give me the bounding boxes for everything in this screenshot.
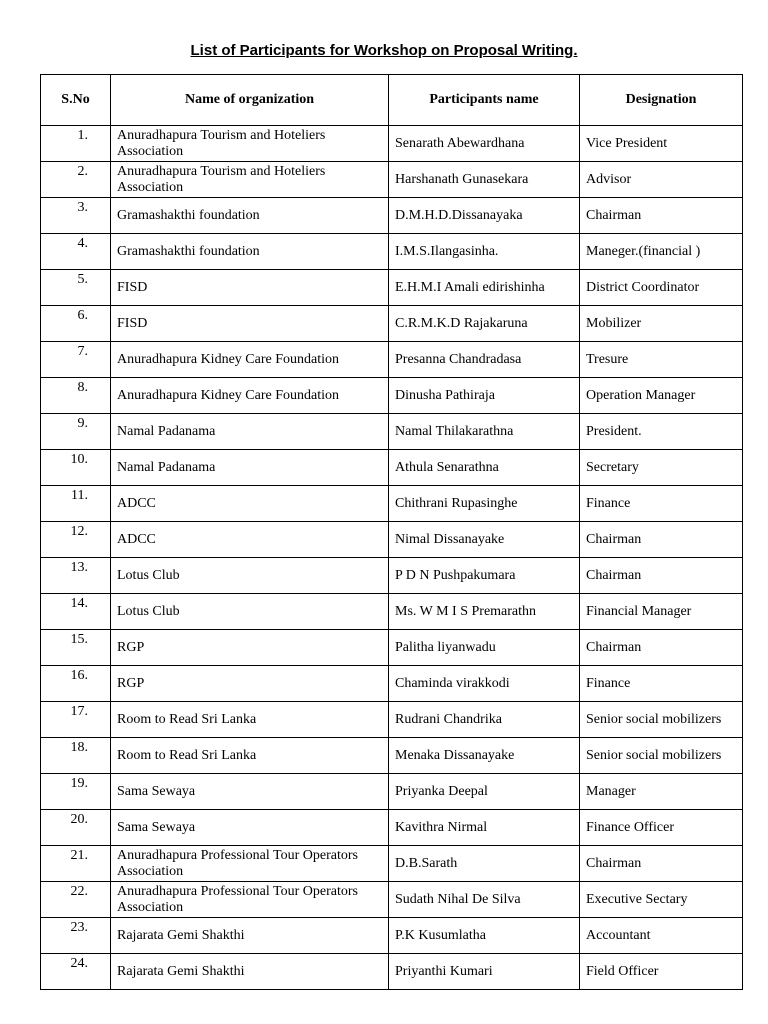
table-row	[41, 522, 743, 558]
table-header-row	[41, 75, 743, 126]
row-sno: 12.	[41, 522, 111, 558]
row-organization: Lotus Club	[111, 558, 389, 594]
table-row	[41, 594, 743, 630]
row-organization: Gramashakthi foundation	[111, 234, 389, 270]
table-row	[41, 702, 743, 738]
table-row	[41, 414, 743, 450]
row-participant: Nimal Dissanayake	[389, 522, 580, 558]
row-organization: RGP	[111, 666, 389, 702]
row-sno: 22.	[41, 882, 111, 918]
row-designation: Maneger.(financial )	[580, 234, 743, 270]
table-row	[41, 846, 743, 882]
row-organization: Sama Sewaya	[111, 774, 389, 810]
row-designation: Manager	[580, 774, 743, 810]
table-row	[41, 270, 743, 306]
row-participant: C.R.M.K.D Rajakaruna	[389, 306, 580, 342]
row-designation: Finance	[580, 666, 743, 702]
row-organization: Room to Read Sri Lanka	[111, 702, 389, 738]
row-participant: P D N Pushpakumara	[389, 558, 580, 594]
row-designation: Vice President	[580, 126, 743, 162]
table-row	[41, 306, 743, 342]
row-designation: Senior social mobilizers	[580, 702, 743, 738]
row-participant: Dinusha Pathiraja	[389, 378, 580, 414]
row-organization: Rajarata Gemi Shakthi	[111, 918, 389, 954]
row-organization: Anuradhapura Tourism and Hoteliers Association	[111, 126, 389, 162]
row-sno: 20.	[41, 810, 111, 846]
table-row	[41, 738, 743, 774]
row-designation: Chairman	[580, 198, 743, 234]
participants-table	[40, 74, 743, 990]
row-designation: Chairman	[580, 558, 743, 594]
table-row	[41, 450, 743, 486]
row-sno: 14.	[41, 594, 111, 630]
row-participant: Harshanath Gunasekara	[389, 162, 580, 198]
row-designation: Operation Manager	[580, 378, 743, 414]
row-participant: Chaminda virakkodi	[389, 666, 580, 702]
row-organization: RGP	[111, 630, 389, 666]
row-organization: Anuradhapura Professional Tour Operators Association	[111, 882, 389, 918]
row-sno: 16.	[41, 666, 111, 702]
row-participant: Sudath Nihal De Silva	[389, 882, 580, 918]
table-row	[41, 126, 743, 162]
row-designation: Chairman	[580, 846, 743, 882]
row-designation: Senior social mobilizers	[580, 738, 743, 774]
row-sno: 13.	[41, 558, 111, 594]
row-sno: 17.	[41, 702, 111, 738]
row-participant: Kavithra Nirmal	[389, 810, 580, 846]
row-participant: I.M.S.Ilangasinha.	[389, 234, 580, 270]
row-sno: 2.	[41, 162, 111, 198]
table-row	[41, 486, 743, 522]
row-organization: Anuradhapura Kidney Care Foundation	[111, 378, 389, 414]
row-sno: 15.	[41, 630, 111, 666]
row-designation: President.	[580, 414, 743, 450]
row-participant: Priyanthi Kumari	[389, 954, 580, 990]
row-designation: Finance Officer	[580, 810, 743, 846]
row-designation: Executive Sectary	[580, 882, 743, 918]
table-row	[41, 234, 743, 270]
row-organization: Gramashakthi foundation	[111, 198, 389, 234]
row-sno: 7.	[41, 342, 111, 378]
row-participant: D.M.H.D.Dissanayaka	[389, 198, 580, 234]
row-organization: Namal Padanama	[111, 450, 389, 486]
table-row	[41, 630, 743, 666]
row-designation: Chairman	[580, 522, 743, 558]
row-organization: Anuradhapura Professional Tour Operators Association	[111, 846, 389, 882]
table-row	[41, 882, 743, 918]
row-participant: Senarath Abewardhana	[389, 126, 580, 162]
table-row	[41, 162, 743, 198]
row-participant: Athula Senarathna	[389, 450, 580, 486]
header-sno: S.No	[41, 75, 111, 126]
row-participant: Chithrani Rupasinghe	[389, 486, 580, 522]
row-participant: D.B.Sarath	[389, 846, 580, 882]
row-designation: Tresure	[580, 342, 743, 378]
row-organization: Lotus Club	[111, 594, 389, 630]
row-sno: 4.	[41, 234, 111, 270]
row-organization: Anuradhapura Tourism and Hoteliers Association	[111, 162, 389, 198]
table-row	[41, 378, 743, 414]
row-organization: ADCC	[111, 486, 389, 522]
header-organization: Name of organization	[111, 75, 389, 126]
row-organization: ADCC	[111, 522, 389, 558]
row-designation: Advisor	[580, 162, 743, 198]
row-sno: 19.	[41, 774, 111, 810]
row-participant: P.K Kusumlatha	[389, 918, 580, 954]
row-participant: Rudrani Chandrika	[389, 702, 580, 738]
row-sno: 3.	[41, 198, 111, 234]
row-organization: Anuradhapura Kidney Care Foundation	[111, 342, 389, 378]
table-row	[41, 774, 743, 810]
row-sno: 1.	[41, 126, 111, 162]
row-sno: 18.	[41, 738, 111, 774]
row-sno: 24.	[41, 954, 111, 990]
row-organization: Sama Sewaya	[111, 810, 389, 846]
row-designation: Secretary	[580, 450, 743, 486]
row-designation: Field Officer	[580, 954, 743, 990]
document-title: List of Participants for Workshop on Proposal Writing.	[190, 42, 578, 59]
row-designation: Financial Manager	[580, 594, 743, 630]
table-row	[41, 954, 743, 990]
table-row	[41, 198, 743, 234]
row-organization: Room to Read Sri Lanka	[111, 738, 389, 774]
row-participant: Priyanka Deepal	[389, 774, 580, 810]
row-sno: 9.	[41, 414, 111, 450]
row-sno: 21.	[41, 846, 111, 882]
row-participant: Ms. W M I S Premarathn	[389, 594, 580, 630]
row-participant: Palitha liyanwadu	[389, 630, 580, 666]
header-designation: Designation	[580, 75, 743, 126]
row-organization: Rajarata Gemi Shakthi	[111, 954, 389, 990]
table-row	[41, 918, 743, 954]
row-participant: Presanna Chandradasa	[389, 342, 580, 378]
row-designation: Chairman	[580, 630, 743, 666]
row-designation: District Coordinator	[580, 270, 743, 306]
row-participant: Menaka Dissanayake	[389, 738, 580, 774]
row-sno: 8.	[41, 378, 111, 414]
row-organization: FISD	[111, 306, 389, 342]
row-organization: FISD	[111, 270, 389, 306]
header-participant: Participants name	[389, 75, 580, 126]
table-row	[41, 666, 743, 702]
row-designation: Finance	[580, 486, 743, 522]
row-sno: 10.	[41, 450, 111, 486]
row-designation: Mobilizer	[580, 306, 743, 342]
row-organization: Namal Padanama	[111, 414, 389, 450]
table-row	[41, 810, 743, 846]
row-participant: E.H.M.I Amali edirishinha	[389, 270, 580, 306]
table-row	[41, 342, 743, 378]
row-sno: 6.	[41, 306, 111, 342]
table-row	[41, 558, 743, 594]
row-sno: 11.	[41, 486, 111, 522]
row-designation: Accountant	[580, 918, 743, 954]
row-participant: Namal Thilakarathna	[389, 414, 580, 450]
row-sno: 23.	[41, 918, 111, 954]
row-sno: 5.	[41, 270, 111, 306]
